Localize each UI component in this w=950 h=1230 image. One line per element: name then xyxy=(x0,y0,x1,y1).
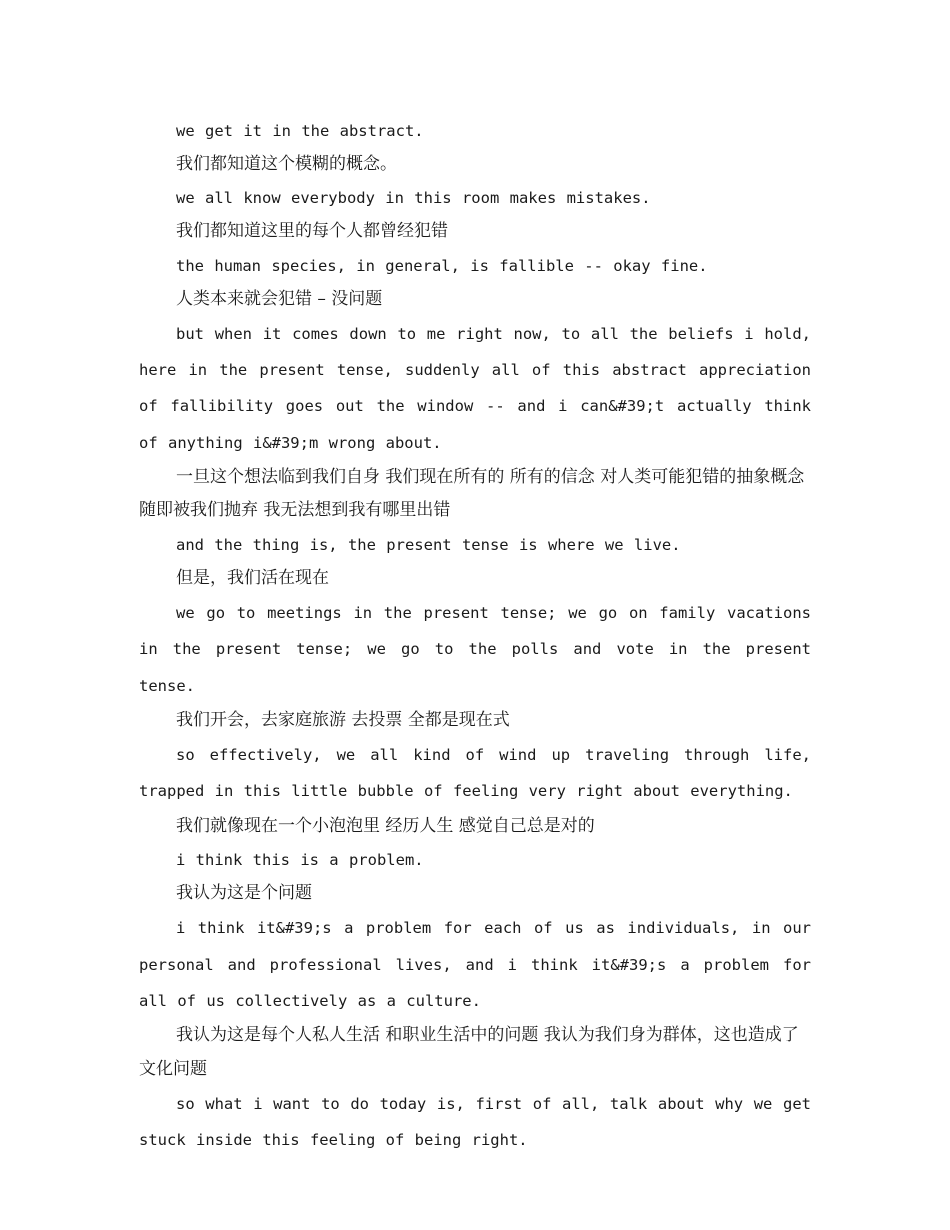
english-paragraph: but when it comes down to me right now, to all the beliefs i hold, here in the present tense, suddenly all of this abstract appreciation of fallibility goes out the window -- and i can&#39;t actually think of anything i&#39;m wrong about. xyxy=(139,324,811,452)
chinese-paragraph: 我们都知道这个模糊的概念。 xyxy=(176,154,397,174)
english-paragraph: i think this is a problem. xyxy=(176,851,424,870)
english-paragraph: we go to meetings in the present tense; we go on family vacations in the present tense; we go to the polls and vote in the present tense. xyxy=(139,603,811,695)
english-paragraph: we all know everybody in this room makes mistakes. xyxy=(176,189,651,208)
english-paragraph: we get it in the abstract. xyxy=(176,122,424,140)
english-paragraph: so what i want to do today is, first of all, talk about why we get stuck inside this feeling of being right. xyxy=(139,1094,811,1150)
chinese-paragraph: 我们开会，去家庭旅游 去投票 全都是现在式 xyxy=(176,709,510,730)
chinese-paragraph: 我们就像现在一个小泡泡里 经历人生 感觉自己总是对的 xyxy=(176,815,595,836)
chinese-paragraph: 人类本来就会犯错 – 没问题 xyxy=(176,288,383,309)
chinese-paragraph: 我们都知道这里的每个人都曾经犯错 xyxy=(176,221,448,242)
chinese-paragraph: 一旦这个想法临到我们自身 我们现在所有的 所有的信念 对人类可能犯错的抽象概念随即被我们抛弃 我无法想到我有哪里出错 xyxy=(139,467,805,521)
chinese-paragraph: 我认为这是每个人私人生活 和职业生活中的问题 我认为我们身为群体，这也造成了文化问题 xyxy=(139,1025,799,1079)
english-paragraph: and the thing is, the present tense is where we live. xyxy=(176,535,681,554)
english-paragraph: the human species, in general, is fallible -- okay fine. xyxy=(176,256,708,275)
document-body xyxy=(139,114,811,1158)
chinese-paragraph: 但是，我们活在现在 xyxy=(176,567,329,588)
english-paragraph: i think it&#39;s a problem for each of us as individuals, in our personal and professional lives, and i think it&#39;s a problem for all of us collectively as a culture. xyxy=(139,919,811,1010)
english-paragraph: so effectively, we all kind of wind up traveling through life, trapped in this little bubble of feeling very right about everything. xyxy=(139,746,811,801)
chinese-paragraph: 我认为这是个问题 xyxy=(176,883,312,904)
